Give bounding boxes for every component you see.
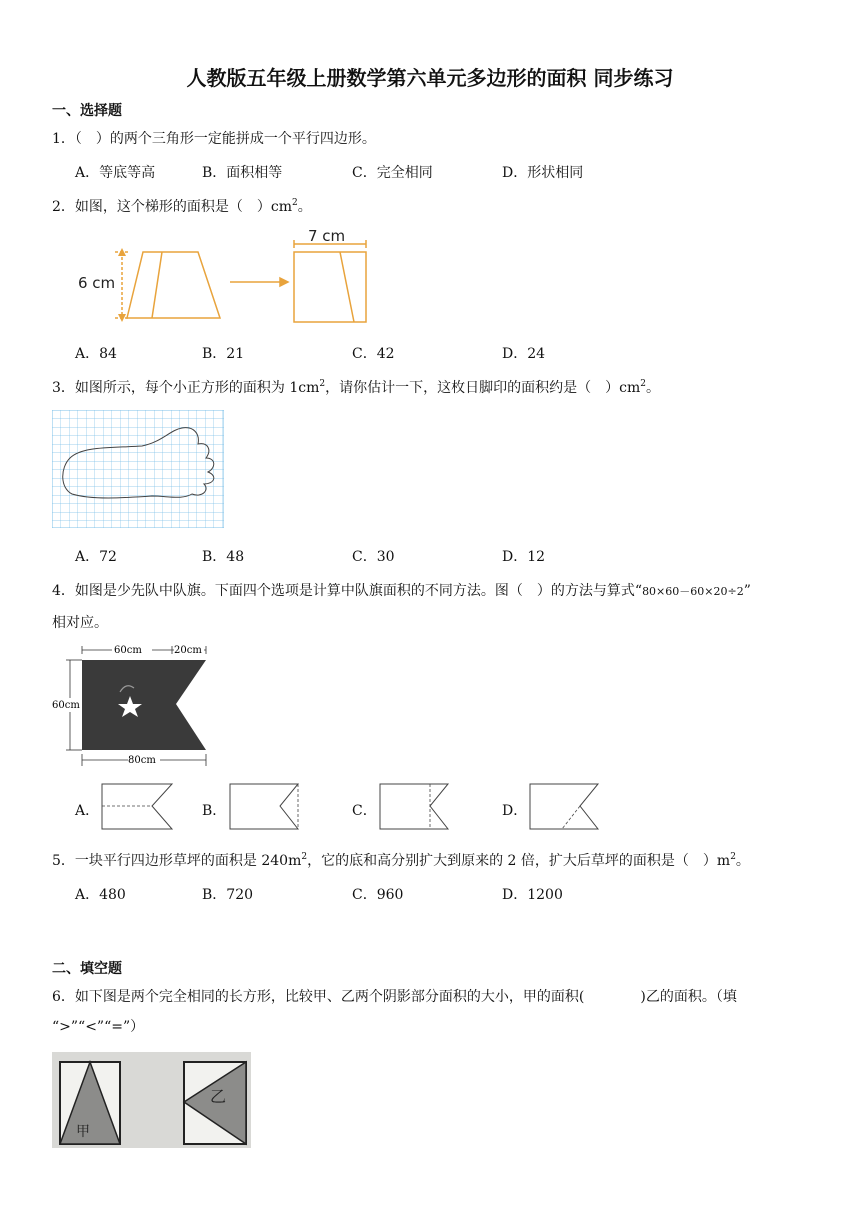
- question-3: 3．如图所示，每个小正方形的面积为 $1cm^2$，请你估计一下，这枚日脚印的面积约是（ ）$cm^2$。: [52, 379, 660, 396]
- q1-option-b: B．面积相等: [202, 165, 283, 181]
- q2-option-c: C．42: [352, 346, 395, 362]
- q4-option-a-figure: [100, 782, 175, 832]
- q4-option-d-figure: [528, 782, 603, 832]
- q4-option-c-figure: [378, 782, 453, 832]
- compare-rectangles-figure: [52, 1052, 251, 1148]
- footprint-grid-figure: [52, 410, 224, 528]
- q5-option-d: D．1200: [502, 887, 563, 903]
- flag-bottom-label: 80cm: [128, 755, 156, 766]
- section-heading-fill: 二、填空题: [52, 961, 122, 977]
- q2-option-d: D．24: [502, 346, 546, 362]
- q1-option-a: A．等底等高: [75, 165, 156, 181]
- q4-formula: 80×60－60×20÷2: [642, 585, 744, 598]
- q4-option-c: C．: [352, 803, 377, 819]
- q2-option-a: A．84: [75, 346, 117, 362]
- q1-option-d: D．形状相同: [502, 165, 584, 181]
- q3-option-d: D．12: [502, 549, 546, 565]
- trapezoid-height-label: 6 cm: [78, 274, 116, 292]
- q5-option-a: A．480: [75, 887, 126, 903]
- page-title: 人教版五年级上册数学第六单元多边形的面积 同步练习: [186, 66, 674, 90]
- question-2: 2．如图，这个梯形的面积是（ ）$cm^2$。: [52, 198, 312, 215]
- flag-top-left-label: 60cm: [114, 645, 142, 656]
- q3-option-b: B．48: [202, 549, 245, 565]
- team-flag-figure: [52, 640, 242, 770]
- trapezoid-width-label: 7 cm: [308, 227, 346, 245]
- section-heading-choice: 一、选择题: [52, 103, 122, 119]
- flag-side-label: 60cm: [52, 700, 80, 711]
- question-4-line2: 相对应。: [52, 615, 108, 631]
- shape-yi-label: 乙: [210, 1087, 227, 1106]
- question-6-line2: “>”“<”“=”）: [52, 1019, 145, 1035]
- question-6: 6．如下图是两个完全相同的长方形，比较甲、乙两个阴影部分面积的大小，甲的面积( )乙的面积。（填: [52, 989, 737, 1005]
- flag-top-right-label: 20cm: [174, 645, 202, 656]
- q4-option-b-figure: [228, 782, 303, 832]
- q4-option-b: B．: [202, 803, 227, 819]
- q4-option-a: A．: [75, 803, 100, 819]
- q5-option-c: C．960: [352, 887, 404, 903]
- q2-option-b: B．21: [202, 346, 245, 362]
- question-5: 5．一块平行四边形草坪的面积是 $240m^2$，它的底和高分别扩大到原来的 2 倍，扩大后草坪的面积是（ ）$m^2$。: [52, 852, 750, 869]
- question-1: 1．（ ）的两个三角形一定能拼成一个平行四边形。: [52, 131, 376, 147]
- shape-jia-label: 甲: [76, 1124, 90, 1140]
- q5-option-b: B．720: [202, 887, 254, 903]
- q3-option-c: C．30: [352, 549, 395, 565]
- q4-option-d: D．: [502, 803, 528, 819]
- q3-option-a: A．72: [75, 549, 117, 565]
- trapezoid-figure: [70, 222, 380, 332]
- question-4: 4．如图是少先队中队旗。下面四个选项是计算中队旗面积的不同方法。图（ ）的方法与算式“80×60－60×20÷2”: [52, 583, 751, 599]
- q1-option-c: C．完全相同: [352, 165, 433, 181]
